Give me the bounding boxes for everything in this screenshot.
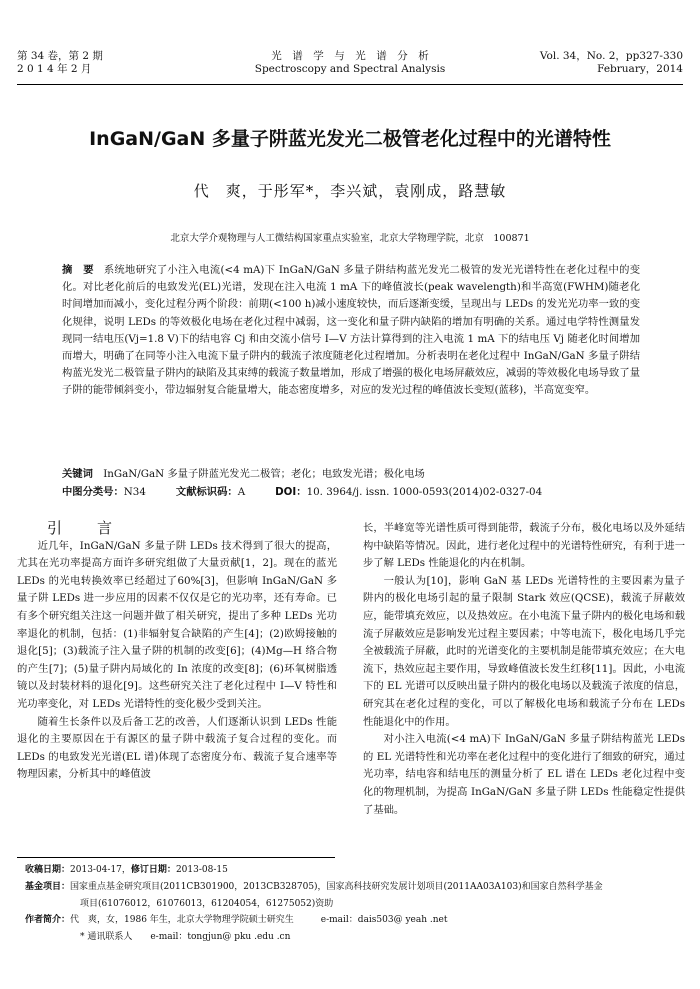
contact-line: * 通讯联系人 e-mail：tongjun@ pku .edu .cn [80, 932, 291, 943]
keywords-label: 关键词 [62, 468, 93, 480]
journal-name-en: Spectroscopy and Spectral Analysis [254, 63, 446, 75]
fund-line [25, 879, 695, 896]
fund-label: 基金项目： [25, 881, 71, 892]
classification-line [62, 483, 642, 501]
fund-text: 国家重点基金研究项目(2011CB301900，2013CB328705)，国家高科技研究发展计划项目(2011AA03A103)和国家自然科学基金 [70, 881, 603, 892]
header-rule [17, 84, 683, 85]
author-bio-text: 代 爽，女，1986 年生，北京大学物理学院硕士研究生 e-mail：dais503@ yeah .net [70, 915, 448, 926]
paragraph: 对小注入电流(<4 mA)下 InGaN/GaN 多量子阱结构蓝光 LEDs 的 EL 光谱特性和光功率在老化过程中的变化进行了细致的研究，通过光功率，结电容和结电压的测量分析了 EL 谱在 LEDs 老化过程中变化的物理机制，为提高 InGaN/GaN 多量子阱 LEDs 性能稳定性提供了基础。 [363, 733, 685, 816]
paragraph: 长，半峰宽等光谱性质可得到能带，载流子分布，极化电场以及外延结构中缺陷等情况。因此，进行老化过程中的光谱特性研究，有利于进一步了解 LEDs 性能退化的内在机制。 [363, 522, 685, 570]
received-label: 收稿日期： [25, 865, 71, 875]
section-title: 引 言 [47, 519, 123, 537]
fund-line-2: 项目(61076012，61076013，61204054，61275052)资助 [80, 898, 334, 909]
journal-header [17, 50, 683, 86]
vol-pages: Vol. 34，No. 2，pp327-330 [539, 50, 683, 62]
clc-value: N34 [123, 486, 146, 498]
doi-label: DOI： [275, 486, 307, 498]
paragraph: 近几年，InGaN/GaN 多量子阱 LEDs 技术得到了很大的提高，尤其在光功率提高方面许多研究组做了大量贡献[1，2]。现在的蓝光 LEDs 的光电转换效率已经超过了60%[3]，但影响 InGaN/GaN 多量子阱 LEDs 进一步应用的因素不仅仅是它的光功率，还有寿命。已有多个研究组关注这一问题并做了相关研究，提出了多种 LEDs 光功率退化的机制，包括：(1)非辐射复合缺陷的产生[4]；(2)欧姆接触的退化[5]；(3)载流子注入量子阱的机制的改变[6]；(4)Mg—H 络合物的产生[7]；(5)量子阱内局域化的 In 浓度的改变[8]；(6)环氧树脂透镜以及封装材料的退化[9]。这些研究关注了老化过程中 I—V 特性和光功率变化，对 LEDs 光谱特性的变化极少受到关注。 [17, 539, 337, 710]
abstract [62, 262, 640, 400]
revised-label: 修订日期： [130, 865, 176, 875]
paragraph: 随着生长条件以及后备工艺的改善，人们逐渐认识到 LEDs 性能退化的主要原因在于有源区的量子阱中载流子复合过程的变化。而 LEDs 的电致发光光谱(EL 谱)体现了态密度分布、载流子复合速率等物理因素，分析其中的峰值波 [17, 715, 337, 781]
revised-value: 2013-08-15 [175, 865, 228, 875]
footnote-rule [17, 857, 335, 858]
volume-line: 第 34 卷，第 2 期 [17, 50, 103, 62]
journal-name-cn: 光 谱 学 与 光 谱 分 析 [271, 50, 429, 62]
left-column [17, 520, 337, 784]
clc-label: 中图分类号： [62, 486, 124, 498]
received-line [25, 862, 695, 879]
abstract-label: 摘 要 [62, 264, 94, 276]
affiliation: 北京大学介观物理与人工微结构国家重点实验室，北京大学物理学院，北京 100871 [170, 233, 530, 244]
abstract-text: 系统地研究了小注入电流(<4 mA)下 InGaN/GaN 多量子阱结构蓝光发光二极管的发光光谱特性在老化过程中的变化。对比老化前后的电致发光(EL)光谱，发现在注入电流 1 mA 下的峰值波长(peak wavelength)和半高宽(FWHM)随老化时间增加而减小，变化过程分两个阶段：前期(<100 h)减小速度较快，而后逐渐变缓，呈现出与 LEDs 的发光光功率一致的变化规律，说明 LEDs 的等效极化电场在老化过程中减弱，这一变化和量子阱内缺陷的增加有明确的关系。通过电学特性测量发现同一结电压(Vj=1.8 V)下的结电容 Cj 和由交流小信号 I—V 方法计算得到的注入电流 1 mA 下的结电压 Vj 随老化时间增加而增大，明确了在同等小注入电流下量子阱内的载流子浓度随老化过程增加。分析表明在老化过程中 InGaN/GaN 多量子阱结构蓝光发光二极管量子阱内的缺陷及其束缚的载流子数量增加，形成了增强的极化电场屏蔽效应，减弱的等效极化电场导致了量子阱的能带倾斜变小，带边辐射复合能量增大，能态密度增多，对应的发光过程的峰值波长变短(蓝移)，半高宽变窄。 [62, 264, 640, 397]
footnotes [25, 862, 695, 946]
author-bio-label: 作者简介： [25, 915, 71, 926]
paragraph: 一般认为[10]，影响 GaN 基 LEDs 光谱特性的主要因素为量子阱内的极化电场引起的量子限制 Stark 效应(QCSE)，载流子屏蔽效应，能带填充效应，以及热效应。在小电流下量子阱内的极化电场和载流子屏蔽效应是影响发光过程主要因素；中等电流下，极化电场几乎完全被载流子屏蔽，此时的光谱变化的主要机制是能带填充效应；在大电流下，热效应起主要作用，导致峰值波长发生红移[11]。因此，小电流下的 EL 光谱可以反映出量子阱内的极化电场以及载流子浓度的信息，研究其在老化过程的变化，可以了解极化电场和载流子分布在 LEDs 性能退化中的作用。 [363, 574, 685, 728]
date-line: 2 0 1 4 年 2 月 [17, 63, 92, 75]
author-bio-line [25, 912, 695, 929]
keywords [62, 465, 642, 483]
doi-value: 10. 3964/j. issn. 1000-0593(2014)02-0327-04 [306, 486, 543, 498]
month-year: February，2014 [597, 63, 683, 75]
keywords-text: InGaN/GaN 多量子阱蓝光发光二极管；老化；电致发光谱；极化电场 [103, 468, 425, 480]
doc-label: 文献标识码： [175, 486, 238, 498]
right-column [363, 520, 685, 819]
pages-info [540, 50, 683, 76]
author-list: 代 爽，于彤军*，李兴斌，袁刚成，路慧敏 [193, 182, 507, 200]
received-value: 2013-04-17， [70, 865, 131, 875]
doc-value: A [237, 486, 246, 498]
paper-title: InGaN/GaN 多量子阱蓝光发光二极管老化过程中的光谱特性 [89, 128, 611, 150]
